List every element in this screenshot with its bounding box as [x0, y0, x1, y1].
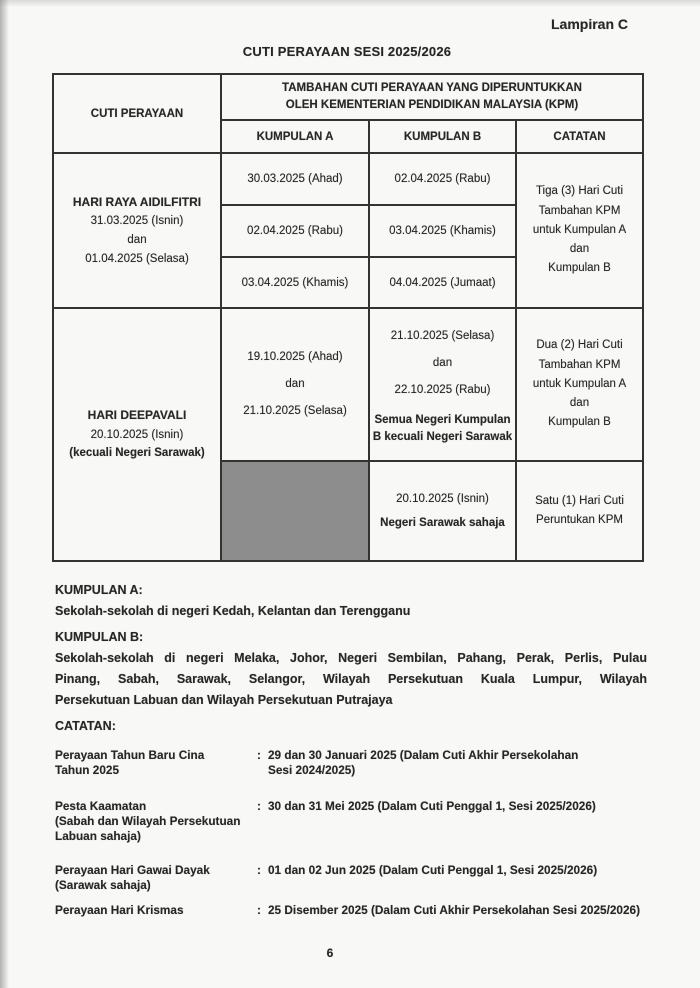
header-tambahan-line1: TAMBAHAN CUTI PERAYAAN YANG DIPERUNTUKKAN [282, 82, 582, 95]
raya-catatan-line: Tiga (3) Hari Cuti [535, 185, 624, 198]
deepavali-catatan-line: untuk Kumpulan A [532, 377, 627, 390]
catatan-section-heading-wrap [55, 719, 647, 733]
note-label-line: (Sabah dan Wilayah Persekutuan [55, 814, 241, 828]
note-value-line: 29 dan 30 Januari 2025 (Dalam Cuti Akhir Persekolahan [268, 748, 579, 762]
note-label [55, 799, 250, 844]
note-value-line: 25 Disember 2025 (Dalam Cuti Akhir Persekolahan Sesi 2025/2026) [268, 903, 641, 917]
note-entry-pesta-kaamatan [55, 799, 668, 844]
note-value-line: 30 dan 31 Mei 2025 (Dalam Cuti Penggal 1, Sesi 2025/2026) [268, 799, 596, 813]
cell-deepavali-a [221, 308, 369, 461]
note-entry-tahun-baru-cina [55, 748, 668, 778]
note-label [55, 903, 250, 918]
deepavali-a-line: dan [285, 377, 305, 390]
sarawak-catatan-line: Peruntukan KPM [536, 514, 623, 526]
kumpulan-b-text-line: Sekolah-sekolah di negeri Melaka, Johor, Negeri Sembilan, Pahang, Perak, Perlis, Pulau [55, 651, 647, 665]
deepavali-catatan-line: Dua (2) Hari Cuti [536, 339, 623, 352]
note-label-line: Pesta Kaamatan [55, 799, 147, 813]
note-value [268, 748, 668, 778]
sarawak-date: 20.10.2025 (Isnin) [396, 493, 489, 505]
note-label [55, 863, 250, 893]
deepavali-a-line: 19.10.2025 (Ahad) [247, 350, 343, 363]
deepavali-b-note: Semua Negeri Kumpulan B kecuali Negeri Sarawak [372, 413, 513, 444]
deepavali-a-line: 21.10.2025 (Selasa) [243, 405, 347, 417]
note-colon: : [257, 863, 261, 877]
header-catatan: CATATAN [516, 120, 643, 153]
header-cuti-perayaan: CUTI PERAYAAN [53, 74, 221, 153]
cell-raya-a-2: 03.04.2025 (Khamis) [221, 257, 369, 308]
header-kumpulan-a: KUMPULAN A [221, 120, 369, 153]
kumpulan-a-section [55, 583, 647, 622]
raya-catatan-line: untuk Kumpulan A [532, 223, 627, 236]
deepavali-catatan-line: Kumpulan B [548, 416, 611, 429]
raya-date-1: 31.03.2025 (Isnin) [90, 215, 184, 228]
cell-sarawak-b [369, 461, 516, 561]
note-colon: : [257, 748, 261, 762]
raya-catatan-line: Tambahan KPM [538, 204, 621, 217]
deepavali-b-line: dan [432, 356, 453, 369]
note-colon: : [257, 903, 261, 917]
cell-sarawak-catatan [516, 461, 643, 561]
raya-catatan-line: Kumpulan B [548, 262, 611, 275]
page-title: CUTI PERAYAAN SESI 2025/2026 [242, 44, 452, 59]
corner-label: Lampiran C [550, 16, 628, 32]
kumpulan-a-heading: KUMPULAN A: [55, 583, 143, 597]
note-label-line: (Sarawak sahaja) [55, 878, 151, 892]
deepavali-catatan-line: Tambahan KPM [538, 358, 621, 371]
deepavali-catatan-line: dan [569, 397, 590, 410]
deepavali-b-line: 21.10.2025 (Selasa) [390, 329, 495, 342]
note-label-line: Perayaan Hari Gawai Dayak [55, 863, 210, 877]
note-entry-krismas [55, 903, 668, 918]
note-value [268, 863, 668, 893]
kumpulan-a-text: Sekolah-sekolah di negeri Kedah, Kelantan dan Terengganu [55, 604, 411, 618]
raya-name: HARI RAYA AIDILFITRI [72, 194, 202, 209]
note-label-line: Labuan sahaja) [55, 829, 141, 843]
cell-raya-b-1: 03.04.2025 (Khamis) [369, 205, 516, 257]
note-label-line: Perayaan Tahun Baru Cina [55, 748, 205, 762]
header-tambahan-line2: OLEH KEMENTERIAN PENDIDIKAN MALAYSIA (KPM) [285, 99, 579, 111]
note-value-line: 01 dan 02 Jun 2025 (Dalam Cuti Penggal 1, Sesi 2025/2026) [268, 863, 598, 877]
note-label [55, 748, 250, 778]
note-value-line: Sesi 2024/2025) [268, 763, 356, 777]
header-tambahan-cuti [221, 74, 643, 120]
cell-deepavali-b [369, 308, 516, 461]
holiday-table [52, 73, 644, 562]
raya-date-dan: dan [127, 233, 147, 246]
note-label-line: Perayaan Hari Krismas [55, 903, 184, 917]
kumpulan-b-heading: KUMPULAN B: [55, 630, 144, 644]
deepavali-note: (kecuali Negeri Sarawak) [69, 447, 205, 460]
sarawak-note: Negeri Sarawak sahaja [380, 517, 505, 529]
header-kumpulan-b: KUMPULAN B [369, 120, 516, 153]
cell-raya-a-0: 30.03.2025 (Ahad) [221, 153, 369, 205]
note-value [268, 903, 668, 918]
cell-deepavali-label [53, 308, 221, 561]
raya-date-2: 01.04.2025 (Selasa) [85, 252, 189, 265]
cell-deepavali-catatan [516, 308, 643, 461]
note-colon: : [257, 799, 261, 813]
note-label-line: Tahun 2025 [55, 763, 120, 777]
note-value [268, 799, 668, 844]
cell-raya-a-1: 02.04.2025 (Rabu) [221, 205, 369, 257]
kumpulan-b-section [55, 630, 647, 711]
cell-raya-b-0: 02.04.2025 (Rabu) [369, 153, 516, 205]
page-number: 6 [326, 946, 334, 960]
deepavali-name: HARI DEEPAVALI [87, 408, 187, 423]
cell-raya-label [53, 153, 221, 308]
cell-raya-b-2: 04.04.2025 (Jumaat) [369, 257, 516, 308]
deepavali-date: 20.10.2025 (Isnin) [90, 428, 184, 441]
kumpulan-b-text-line: Pinang, Sabah, Sarawak, Selangor, Wilayah Persekutuan Kuala Lumpur, Wilayah [55, 672, 647, 686]
deepavali-b-line: 22.10.2025 (Rabu) [394, 383, 491, 396]
cell-raya-catatan [516, 153, 643, 308]
kumpulan-b-text-line: Persekutuan Labuan dan Wilayah Persekutuan Putrajaya [55, 693, 393, 707]
catatan-heading: CATATAN: [55, 719, 116, 733]
greyed-out-cell [221, 461, 369, 561]
raya-catatan-line: dan [569, 243, 590, 256]
note-entry-gawai-dayak [55, 863, 668, 893]
sarawak-catatan-line: Satu (1) Hari Cuti [535, 494, 624, 507]
